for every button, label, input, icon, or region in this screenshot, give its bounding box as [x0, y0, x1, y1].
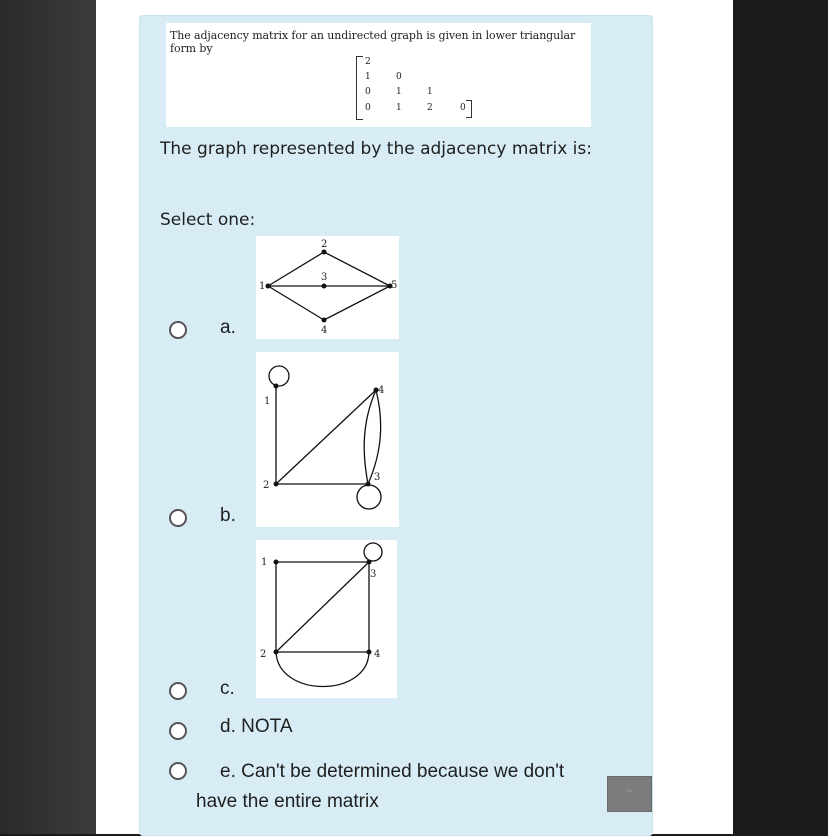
- matrix-cell: 0: [460, 103, 466, 113]
- node-label: 1: [261, 557, 268, 568]
- option-e-text: Can't be determined because we don't have the entire matrix: [196, 761, 565, 812]
- option-b-letter[interactable]: b.: [220, 505, 236, 526]
- node-label: 2: [263, 480, 270, 491]
- option-a-graph[interactable]: [256, 236, 399, 339]
- adjacency-matrix: [356, 56, 486, 118]
- option-e-letter: e.: [220, 761, 236, 782]
- matrix-cell: 2: [365, 57, 371, 67]
- option-d-label[interactable]: [220, 716, 293, 738]
- node-label: 4: [374, 649, 381, 660]
- matrix-cell: 0: [365, 103, 371, 113]
- node-label: 2: [260, 649, 267, 660]
- option-d-text: NOTA: [241, 716, 293, 737]
- matrix-cell: 1: [427, 87, 433, 97]
- matrix-cell: 0: [396, 72, 402, 82]
- right-dark-margin: [733, 0, 828, 834]
- option-c-letter[interactable]: c.: [220, 678, 235, 699]
- matrix-cell: 2: [427, 103, 433, 113]
- matrix-cell: 0: [365, 87, 371, 97]
- left-dark-margin: [0, 0, 96, 834]
- scroll-to-top-button[interactable]: [607, 776, 652, 812]
- option-c-graph[interactable]: [256, 540, 397, 698]
- option-a-letter[interactable]: a.: [220, 317, 236, 338]
- node-label: 3: [370, 569, 377, 580]
- option-e-label[interactable]: [196, 757, 596, 817]
- node-label: 4: [378, 385, 385, 396]
- node-label: 1: [259, 281, 266, 292]
- option-b-graph[interactable]: [256, 352, 399, 527]
- matrix-cell: 1: [396, 103, 402, 113]
- option-d-radio[interactable]: [169, 722, 187, 740]
- question-image-text: The adjacency matrix for an undirected graph is given in lower triangular form by: [170, 29, 576, 55]
- select-one-label: Select one:: [160, 210, 256, 230]
- chevron-up-icon: ⌃: [624, 787, 635, 801]
- question-prompt: The graph represented by the adjacency matrix is:: [160, 139, 592, 159]
- node-label: 3: [374, 472, 381, 483]
- node-label: 3: [321, 272, 328, 283]
- matrix-left-bracket: [356, 56, 363, 120]
- node-label: 5: [391, 280, 398, 291]
- question-image: [166, 23, 591, 127]
- option-c-radio[interactable]: [169, 682, 187, 700]
- matrix-cell: 1: [365, 72, 371, 82]
- option-a-radio[interactable]: [169, 321, 187, 339]
- option-e-radio[interactable]: [169, 762, 187, 780]
- option-b-radio[interactable]: [169, 509, 187, 527]
- option-d-letter: d.: [220, 716, 236, 737]
- matrix-cell: 1: [396, 87, 402, 97]
- node-label: 1: [264, 396, 271, 407]
- node-label: 4: [321, 325, 328, 336]
- matrix-right-bracket: [466, 100, 472, 118]
- node-label: 2: [321, 239, 328, 250]
